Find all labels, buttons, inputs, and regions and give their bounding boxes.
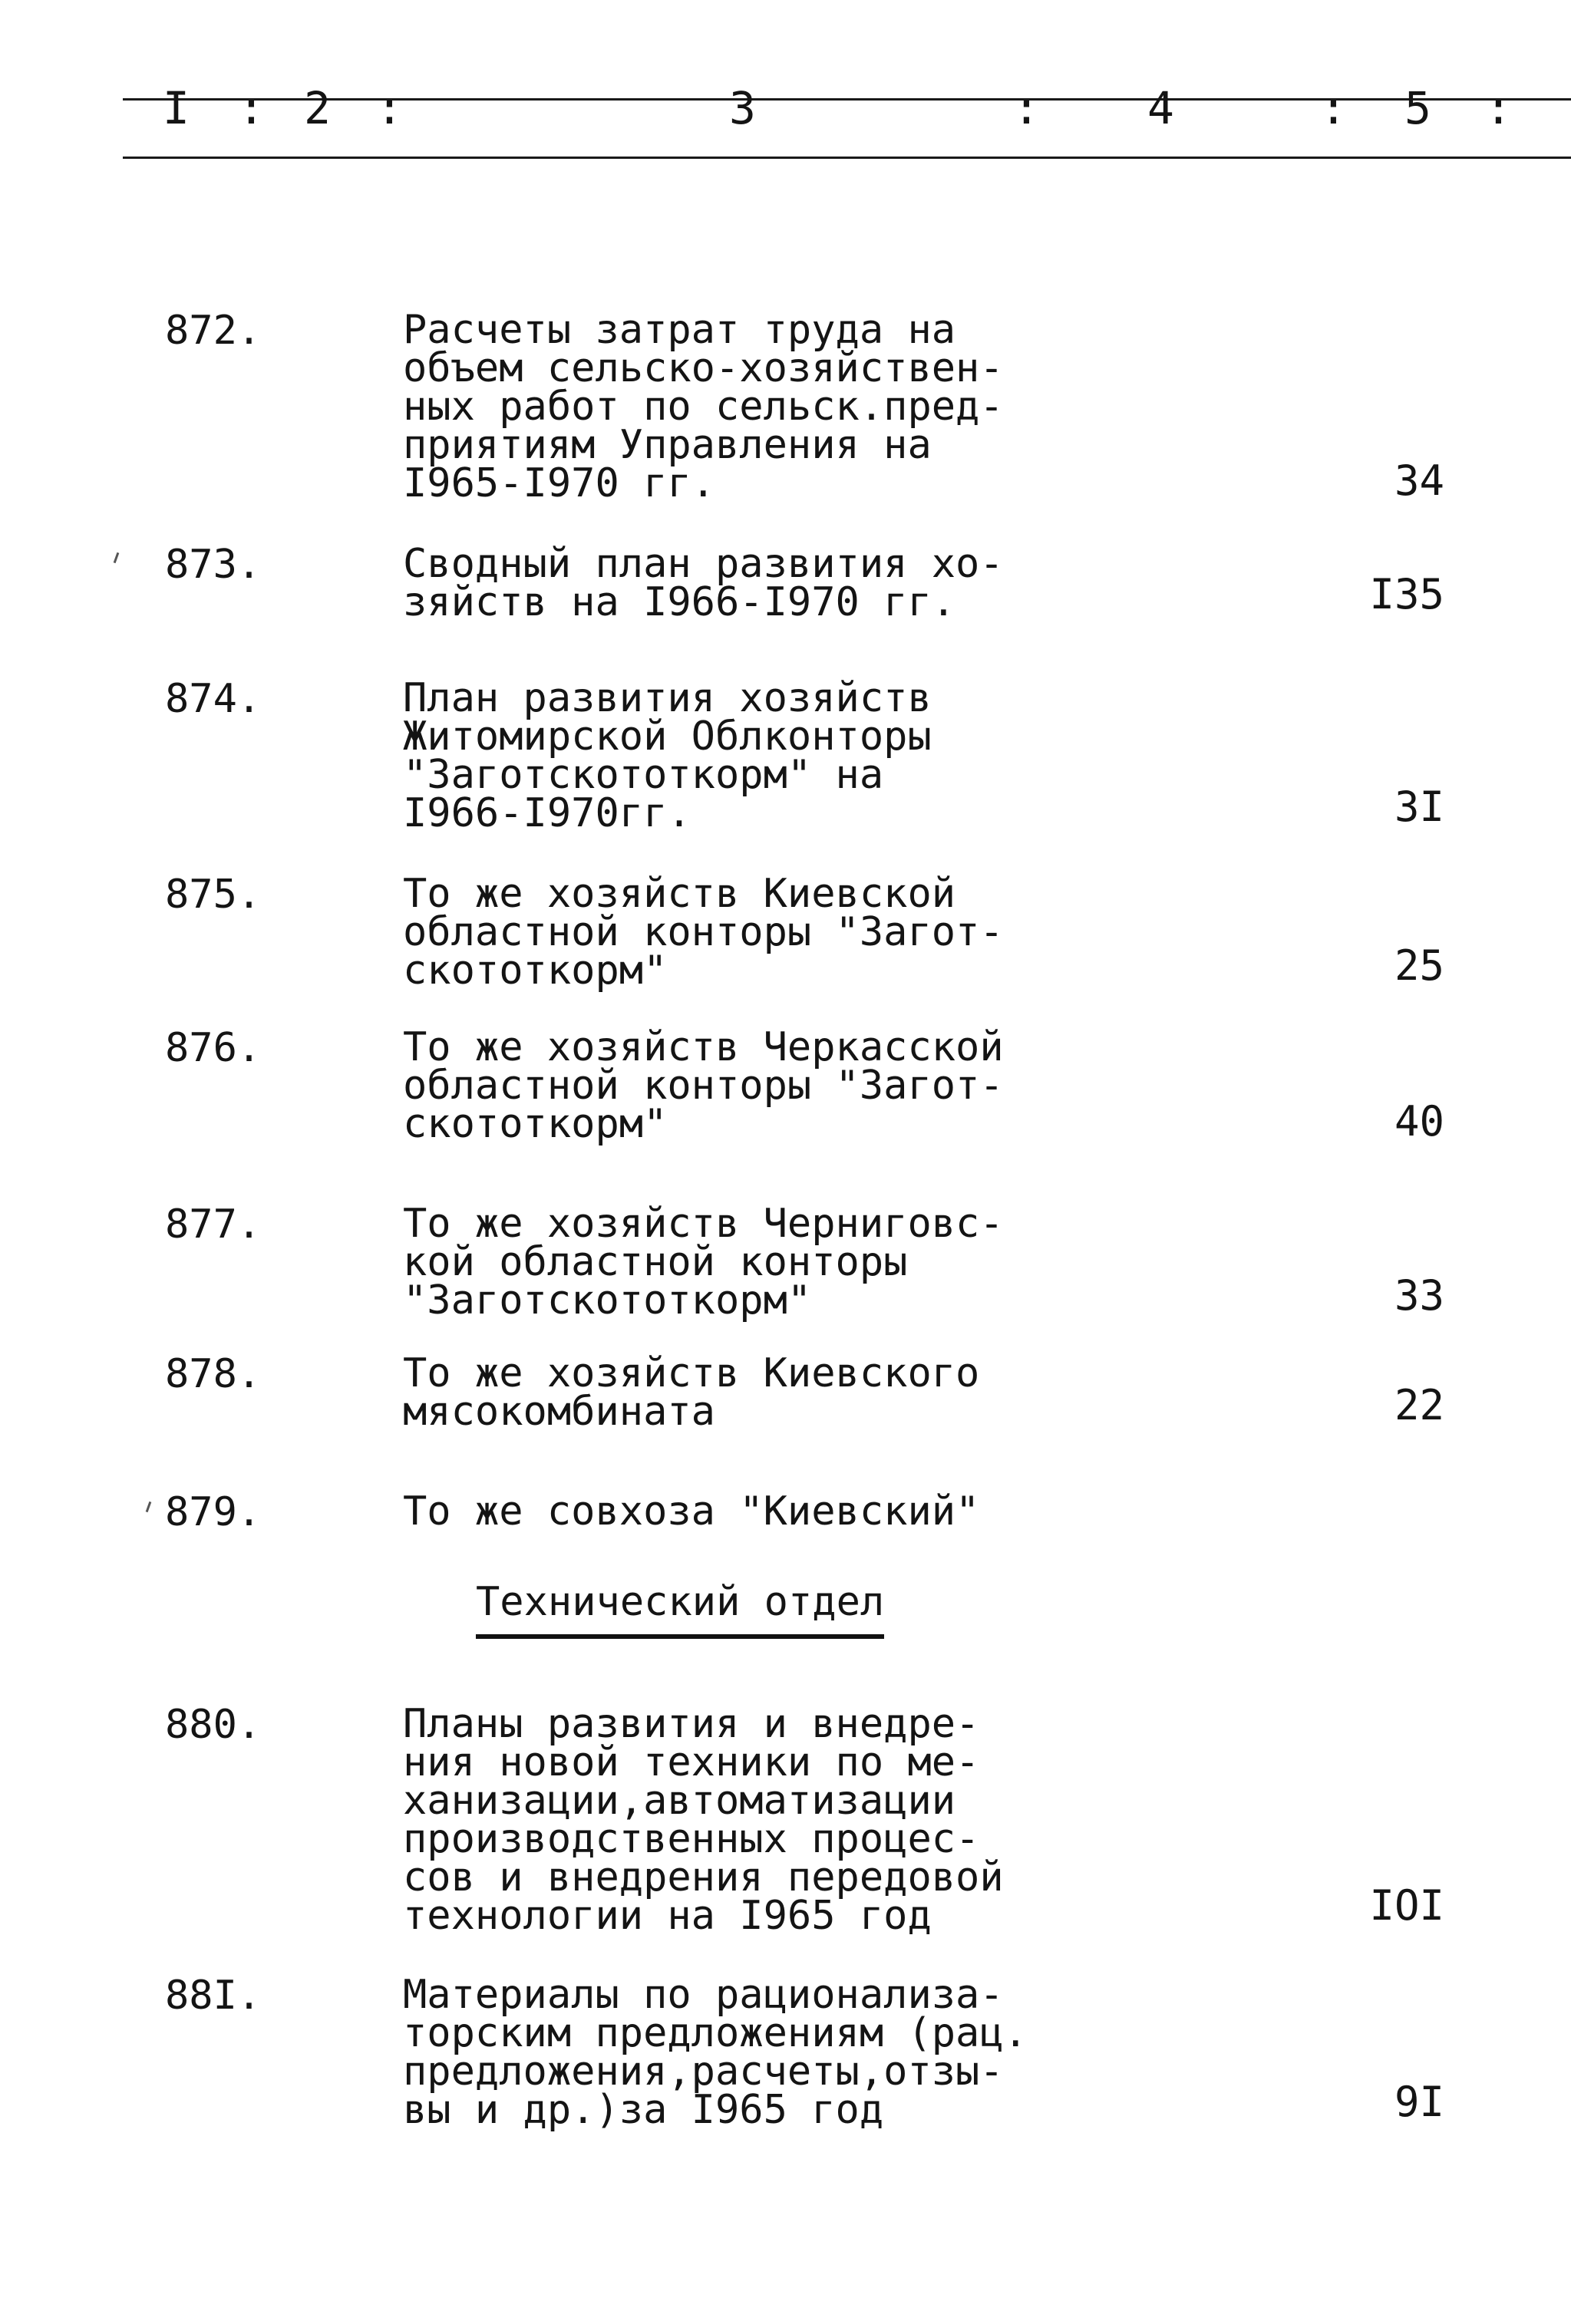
entry-description <box>403 541 1048 625</box>
entry-description <box>403 1201 1048 1324</box>
entry-line: ных работ по сельск.пред- <box>403 384 1004 430</box>
column-number-2: 2 <box>304 82 331 134</box>
entry-line: областной конторы "Загот- <box>403 909 1004 955</box>
entry-line: Сводный план развития хо- <box>403 541 1004 587</box>
entry-description <box>403 1350 1048 1435</box>
entry-description <box>403 307 1048 506</box>
entry-line: мясокомбината <box>403 1389 715 1435</box>
entry-line: торским предложениям (рац. <box>403 2010 1028 2056</box>
entry-number: 876. <box>165 1025 262 1071</box>
entry-page-count: 40 <box>1394 1097 1444 1146</box>
entry-line: ния новой техники по ме- <box>403 1739 980 1785</box>
entry-line: Житомирской Облконторы <box>403 714 932 760</box>
entry-page-count: 3I <box>1394 783 1444 831</box>
entry-number: 875. <box>165 872 262 918</box>
entry-line: приятиям Управления на <box>403 422 932 468</box>
entry-page-count: 22 <box>1394 1381 1444 1429</box>
entry-line: "Заготскототкорм" на <box>403 752 884 798</box>
entry-page-count: I35 <box>1369 570 1444 618</box>
entry-line: предложения,расчеты,отзы- <box>403 2049 1004 2095</box>
entry-line: скототкорм" <box>403 948 668 994</box>
column-separator: : <box>238 82 265 134</box>
header-bottom-rule <box>123 157 1571 159</box>
pencil-mark <box>146 1502 152 1512</box>
entry-line: вы и др.)за I965 год <box>403 2087 884 2133</box>
entry-line: Материалы по рационализа- <box>403 1972 1004 2018</box>
entry-line: кой областной конторы <box>403 1239 908 1285</box>
entry-line: То же совхоза "Киевский" <box>403 1488 980 1534</box>
entry-line: То же хозяйств Черкасской <box>403 1024 1004 1070</box>
entry-number: 877. <box>165 1202 262 1248</box>
entry-description <box>403 1024 1048 1147</box>
entry-line: объем сельско-хозяйствен- <box>403 345 1004 391</box>
column-separator: : <box>376 82 403 134</box>
entry-line: Планы развития и внедре- <box>403 1701 980 1747</box>
entry-page-count: 9I <box>1394 2078 1444 2126</box>
entry-description <box>403 1701 1048 1939</box>
entry-description <box>403 1488 1048 1534</box>
entry-line: технологии на I965 год <box>403 1893 932 1939</box>
entry-line: областной конторы "Загот- <box>403 1063 1004 1109</box>
header-top-rule <box>123 98 1571 101</box>
column-number-4: 4 <box>1147 82 1174 134</box>
entry-line: Расчеты затрат труда на <box>403 307 956 353</box>
column-number-5: 5 <box>1404 82 1431 134</box>
entry-line: сов и внедрения передовой <box>403 1854 1004 1900</box>
entry-line: зяйств на I966-I970 гг. <box>403 579 956 625</box>
entry-number: 872. <box>165 308 262 354</box>
entry-page-count: IOI <box>1369 1881 1444 1930</box>
section-heading: Технический отдел <box>476 1581 884 1639</box>
entry-number: 873. <box>165 542 262 588</box>
entry-number: 88I. <box>165 1973 262 2019</box>
column-separator: : <box>1485 82 1512 134</box>
entry-page-count: 33 <box>1394 1271 1444 1320</box>
entry-description <box>403 1972 1048 2133</box>
entry-line: I966-I970гг. <box>403 790 691 836</box>
column-separator: : <box>1320 82 1347 134</box>
entry-page-count: 25 <box>1394 941 1444 990</box>
entry-number: 880. <box>165 1702 262 1748</box>
entry-line: ханизации,автоматизации <box>403 1778 956 1824</box>
entry-page-count: 34 <box>1394 457 1444 505</box>
pencil-mark <box>114 552 120 563</box>
entry-number: 879. <box>165 1489 262 1535</box>
entry-line: То же хозяйств Черниговс- <box>403 1201 1004 1247</box>
column-number-1: I <box>163 82 190 134</box>
entry-description <box>403 675 1048 836</box>
entry-number: 874. <box>165 676 262 722</box>
entry-line: То же хозяйств Киевской <box>403 871 956 917</box>
entry-line: производственных процес- <box>403 1816 980 1862</box>
column-number-3: 3 <box>729 82 756 134</box>
entry-line: "Заготскототкорм" <box>403 1277 812 1324</box>
entry-line: То же хозяйств Киевского <box>403 1350 980 1396</box>
column-header-row <box>123 77 1571 161</box>
entry-number: 878. <box>165 1351 262 1397</box>
entry-line: План развития хозяйств <box>403 675 932 721</box>
entry-line: скототкорм" <box>403 1101 668 1147</box>
entry-line: I965-I970 гг. <box>403 460 715 506</box>
column-separator: : <box>1013 82 1040 134</box>
entry-description <box>403 871 1048 994</box>
